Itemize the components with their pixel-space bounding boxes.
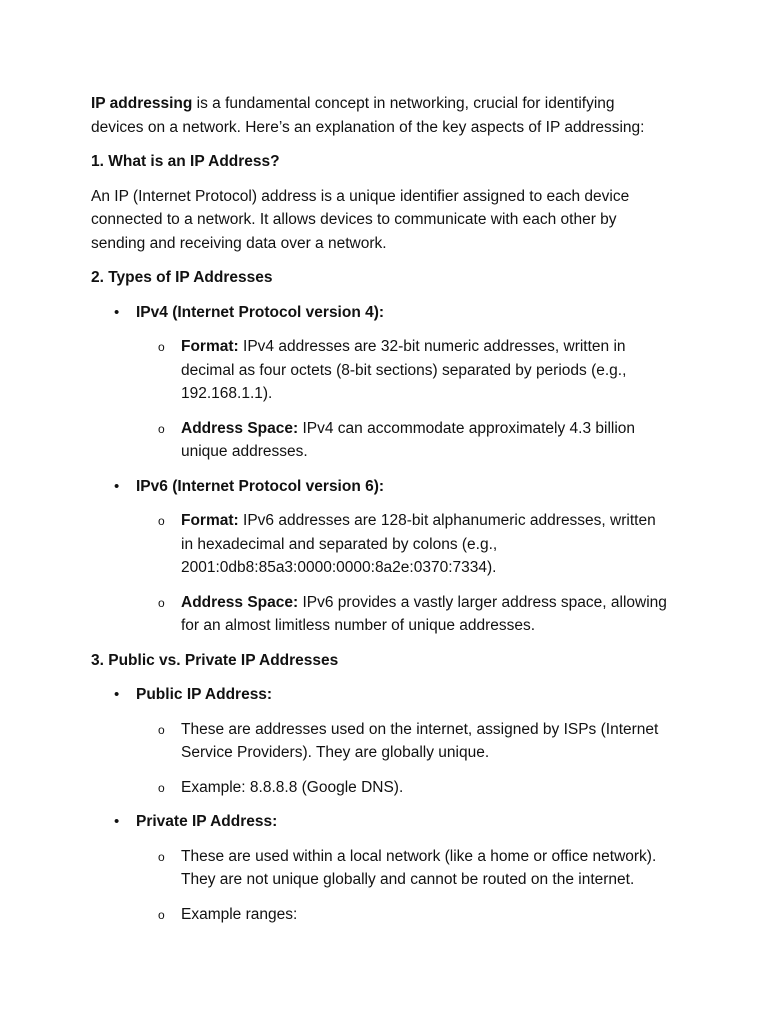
private-ip-description: These are used within a local network (like a home or office network). They are not unique globally and cannot be routed on the internet. [181,847,657,888]
sub-bullet-icon: o [158,780,165,795]
private-ip-list-item [91,810,691,834]
ipv4-format-label: Format: [181,338,239,355]
section1-heading: 1. What is an IP Address? [91,153,280,170]
ipv6-list-item [91,475,691,499]
bullet-icon: • [114,813,120,830]
intro-paragraph [91,92,651,139]
section1-paragraph: An IP (Internet Protocol) address is a unique identifier assigned to each device connected to a network. It allows devices to communicate with each other by sending and receiving data over a network. [91,187,630,252]
ipv4-format-item [91,335,651,406]
bullet-icon: • [114,303,120,321]
public-ip-example: Example: 8.8.8.8 (Google DNS). [181,778,404,796]
sub-bullet-icon: o [158,722,165,737]
bullet-icon: • [114,686,120,703]
public-ip-title: Public IP Address: [136,686,273,703]
intro-text: is a fundamental concept in networking, crucial for identifying devices on a network. Here’s an explanation of the key aspects of IP addressing: [91,95,645,136]
private-ip-example: Example ranges: [181,905,298,923]
ipv4-address-space-text: IPv4 can accommodate approximately 4.3 billion unique addresses. [181,419,636,460]
public-ip-description: These are addresses used on the internet, assigned by ISPs (Internet Service Providers). They are globally unique. [181,720,659,761]
ipv6-format-label: Format: [181,512,239,529]
public-ip-example-item [91,776,681,800]
ipv6-address-space-text: IPv6 provides a vastly larger address space, allowing for an almost limitless number of unique addresses. [181,593,667,634]
sub-bullet-icon: o [158,421,165,436]
sub-bullet-icon: o [158,340,165,354]
bullet-icon: • [114,477,120,495]
ipv4-list-item [91,301,691,325]
ipv6-title: IPv6 (Internet Protocol version 6): [136,477,385,495]
ipv4-format-text: IPv4 addresses are 32-bit numeric addresses, written in decimal as four octets (8-bit sections) separated by periods (e.g., 192.168.1.1). [181,338,627,402]
document-body [91,92,691,937]
ipv4-address-space-item [91,417,651,464]
section3-heading: 3. Public vs. Private IP Addresses [91,651,339,669]
private-ip-description-item [91,845,691,892]
ipv6-address-space-item [91,591,671,638]
section2-heading: 2. Types of IP Addresses [91,269,273,286]
ipv4-title: IPv4 (Internet Protocol version 4): [136,303,385,321]
sub-bullet-icon: o [158,849,165,864]
public-ip-list-item [91,683,691,707]
private-ip-title: Private IP Address: [136,813,278,830]
ipv6-format-item [91,509,671,580]
intro-bold-term: IP addressing [91,95,193,112]
ipv4-address-space-label: Address Space: [181,419,299,437]
ipv6-format-text: IPv6 addresses are 128-bit alphanumeric addresses, written in hexadecimal and separated by colons (e.g., 2001:0db8:85a3:0000:0000:8a2e:0370:7334). [181,512,656,576]
private-ip-example-item [91,903,691,927]
sub-bullet-icon: o [158,595,165,610]
sub-bullet-icon: o [158,514,165,528]
public-ip-description-item [91,718,681,765]
sub-bullet-icon: o [158,907,165,922]
ipv6-address-space-label: Address Space: [181,593,299,611]
